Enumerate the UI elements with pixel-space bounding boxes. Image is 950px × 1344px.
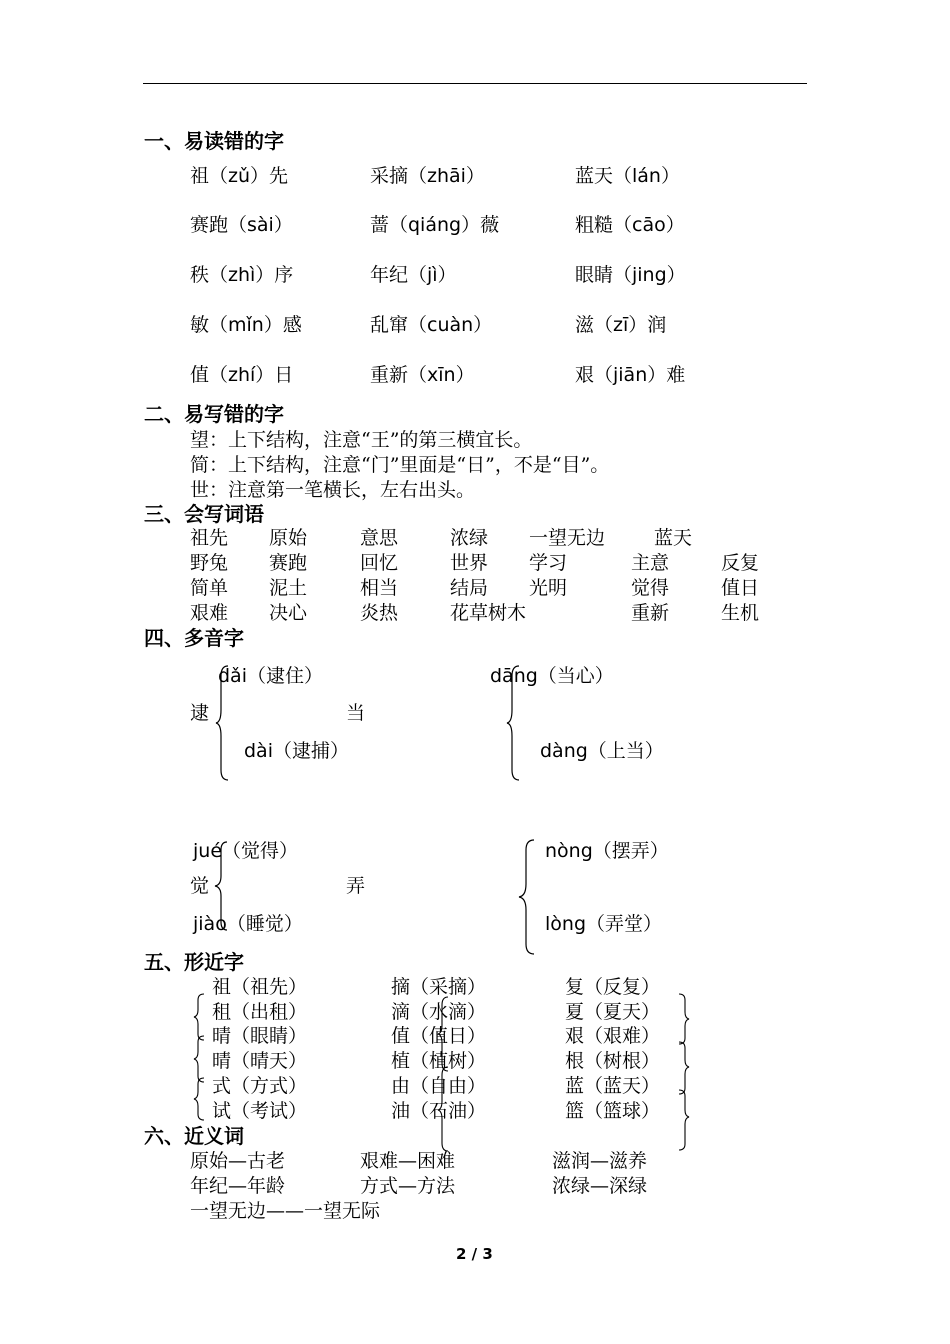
vocab-word: 回忆 [360, 552, 399, 574]
polyphone-char: 当 [346, 702, 366, 724]
miswritten-note: 望：上下结构，注意“王”的第三横宜长。 [190, 429, 533, 451]
similar-char-item: 晴（眼睛） [212, 1025, 308, 1047]
vocab-word: 炎热 [360, 602, 399, 624]
similar-char-item: 由（自由） [391, 1075, 487, 1097]
vocab-word: 值日 [721, 577, 760, 599]
vocab-word: 艰难 [190, 602, 229, 624]
similar-char-item: 滴（水滴） [391, 1001, 487, 1023]
vocab-word: 相当 [360, 577, 399, 599]
page-number: 2 / 3 [456, 1245, 493, 1263]
polyphone-reading: jué（觉得） [193, 840, 299, 862]
section-title-2: 二、易写错的字 [144, 402, 284, 426]
polyphone-reading: lòng（弄堂） [545, 913, 663, 935]
miswritten-note: 简：上下结构，注意“门”里面是“日”，不是“目”。 [190, 454, 610, 476]
polyphone-char: 弄 [346, 875, 366, 897]
vocab-word: 花草树木 [450, 602, 527, 624]
left-brace-icon [516, 838, 540, 956]
synonym-pair: 滋润—滋养 [552, 1150, 648, 1172]
vocab-word: 泥土 [269, 577, 308, 599]
similar-char-item: 试（考试） [212, 1100, 308, 1122]
misread-item: 蓝天（lán） [575, 165, 680, 187]
similar-char-item: 值（值日） [391, 1025, 487, 1047]
right-brace-icon [676, 992, 692, 1154]
vocab-word: 意思 [360, 527, 399, 549]
misread-item: 采摘（zhāi） [370, 165, 485, 187]
vocab-word: 生机 [721, 602, 760, 624]
misread-item: 粗糙（cāo） [575, 214, 685, 236]
section-title-6: 六、近义词 [144, 1124, 244, 1148]
misread-item: 秩（zhì）序 [190, 264, 294, 286]
similar-char-item: 艰（艰难） [565, 1025, 661, 1047]
misread-item: 艰（jiān）难 [575, 364, 686, 386]
polyphone-reading: dài（逮捕） [244, 740, 349, 762]
section-title-3: 三、会写词语 [144, 502, 264, 526]
misread-item: 眼睛（jing） [575, 264, 686, 286]
miswritten-note: 世：注意第一笔横长，左右出头。 [190, 479, 476, 501]
polyphone-reading: nòng（摆弄） [545, 840, 669, 862]
vocab-word: 觉得 [631, 577, 670, 599]
similar-char-item: 式（方式） [212, 1075, 308, 1097]
similar-char-item: 摘（采摘） [391, 976, 487, 998]
misread-item: 值（zhí）日 [190, 364, 294, 386]
similar-char-item: 租（出租） [212, 1001, 308, 1023]
section-title-1: 一、易读错的字 [144, 129, 284, 153]
vocab-word: 决心 [269, 602, 308, 624]
polyphone-reading: dāng（当心） [490, 665, 614, 687]
left-brace-icon [192, 992, 208, 1122]
similar-char-item: 复（反复） [565, 976, 661, 998]
vocab-word: 主意 [631, 552, 670, 574]
misread-item: 蔷（qiáng）薇 [370, 214, 500, 236]
vocab-word: 浓绿 [450, 527, 489, 549]
vocab-word: 结局 [450, 577, 489, 599]
polyphone-char: 觉 [190, 875, 210, 897]
vocab-word: 简单 [190, 577, 229, 599]
similar-char-item: 蓝（蓝天） [565, 1075, 661, 1097]
vocab-word: 蓝天 [654, 527, 693, 549]
synonym-pair: 原始—古老 [190, 1150, 286, 1172]
synonym-pair: 一望无边——一望无际 [190, 1200, 381, 1222]
misread-item: 年纪（jì） [370, 264, 457, 286]
similar-char-item: 油（石油） [391, 1100, 487, 1122]
misread-item: 敏（mǐn）感 [190, 314, 302, 336]
synonym-pair: 浓绿—深绿 [552, 1175, 648, 1197]
polyphone-reading: jiào（睡觉） [193, 913, 303, 935]
similar-char-item: 植（植树） [391, 1050, 487, 1072]
vocab-word: 世界 [450, 552, 489, 574]
polyphone-reading: dǎi（逮住） [218, 665, 323, 687]
vocab-word: 野兔 [190, 552, 229, 574]
left-brace-icon [505, 664, 525, 782]
similar-char-item: 祖（祖先） [212, 976, 308, 998]
left-brace-icon [214, 664, 234, 782]
vocab-word: 光明 [529, 577, 568, 599]
similar-char-item: 篮（篮球） [565, 1100, 661, 1122]
misread-item: 重新（xīn） [370, 364, 475, 386]
misread-item: 滋（zī）润 [575, 314, 667, 336]
section-title-5: 五、形近字 [144, 950, 244, 974]
similar-char-item: 夏（夏天） [565, 1001, 661, 1023]
vocab-word: 重新 [631, 602, 670, 624]
vocab-word: 赛跑 [269, 552, 308, 574]
section-title-4: 四、多音字 [144, 626, 244, 650]
synonym-pair: 方式—方法 [360, 1175, 456, 1197]
vocab-word: 祖先 [190, 527, 229, 549]
vocab-word: 反复 [721, 552, 760, 574]
left-brace-icon [436, 995, 452, 1155]
polyphone-char: 逮 [190, 702, 210, 724]
synonym-pair: 年纪—年龄 [190, 1175, 286, 1197]
misread-item: 乱窜（cuàn） [370, 314, 493, 336]
synonym-pair: 艰难—困难 [360, 1150, 456, 1172]
header-rule [143, 83, 807, 84]
vocab-word: 学习 [529, 552, 568, 574]
misread-item: 赛跑（sài） [190, 214, 293, 236]
similar-char-item: 根（树根） [565, 1050, 661, 1072]
vocab-word: 原始 [269, 527, 308, 549]
polyphone-reading: dàng（上当） [540, 740, 664, 762]
similar-char-item: 晴（晴天） [212, 1050, 308, 1072]
misread-item: 祖（zǔ）先 [190, 165, 289, 187]
left-brace-icon [213, 840, 233, 932]
vocab-word: 一望无边 [529, 527, 606, 549]
